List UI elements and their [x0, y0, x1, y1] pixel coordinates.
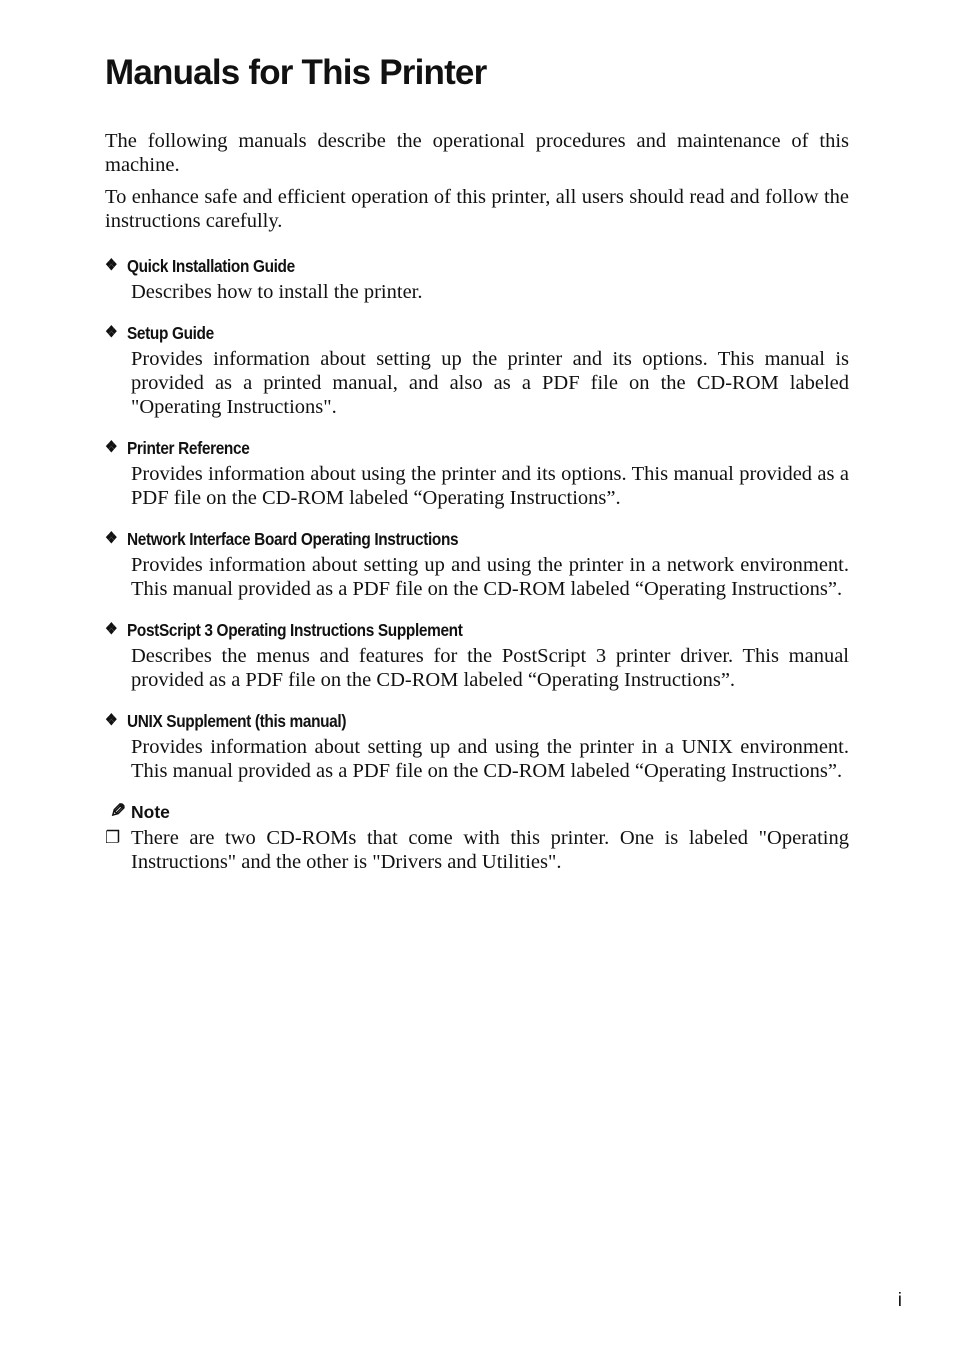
checkbox-icon: ❐: [105, 828, 121, 847]
intro-paragraph: The following manuals describe the operational procedures and maintenance of this machine.: [105, 130, 849, 176]
manual-title: PostScript 3 Operating Instructions Supplement: [127, 620, 463, 640]
diamond-bullet-icon: ❖: [105, 324, 118, 341]
diamond-bullet-icon: ❖: [105, 439, 118, 456]
manual-title: Printer Reference: [127, 438, 250, 458]
manual-heading: [105, 617, 760, 643]
page-content: [105, 129, 849, 874]
page-title: Manuals for This Printer: [105, 53, 487, 92]
manual-entry: [105, 526, 849, 601]
manual-entry: [105, 617, 849, 692]
manual-description: Provides information about using the printer and its options. This manual provided as a PDF file on the CD-ROM labeled “Operating Instructions”.: [131, 463, 849, 509]
manual-heading: [105, 526, 760, 552]
note-label: Note: [131, 802, 170, 822]
manual-entry: [105, 435, 849, 510]
manual-title: Quick Installation Guide: [127, 256, 295, 276]
intro: [105, 129, 849, 233]
intro-paragraph: To enhance safe and efficient operation of this printer, all users should read and follow the instructions carefully.: [105, 186, 849, 232]
manual-description: Describes the menus and features for the PostScript 3 printer driver. This manual provided as a PDF file on the CD-ROM labeled “Operating Instructions”.: [131, 645, 849, 691]
manual-description: Provides information about setting up the printer and its options. This manual is provided as a printed manual, and also as a PDF file on the CD-ROM labeled "Operating Instructions".: [131, 348, 849, 418]
manual-entry: [105, 708, 849, 783]
note-text: There are two CD-ROMs that come with this printer. One is labeled "Operating Instructions" and the other is "Drivers and Utilities".: [131, 827, 849, 873]
manual-title: Setup Guide: [127, 323, 214, 343]
manual-description: Provides information about setting up and using the printer in a UNIX environment. This manual provided as a PDF file on the CD-ROM labeled “Operating Instructions”.: [131, 736, 849, 782]
manual-entry: [105, 320, 849, 419]
diamond-bullet-icon: ❖: [105, 621, 118, 638]
manual-entry: [105, 253, 849, 304]
diamond-bullet-icon: ❖: [105, 257, 118, 274]
manual-heading: [105, 435, 760, 461]
manual-heading: [105, 320, 760, 346]
manual-description: Describes how to install the printer.: [131, 281, 423, 303]
manual-heading: [105, 708, 760, 734]
diamond-bullet-icon: ❖: [105, 530, 118, 547]
manual-title: Network Interface Board Operating Instructions: [127, 529, 459, 549]
manual-title: UNIX Supplement (this manual): [127, 711, 347, 731]
manual-description: Provides information about setting up and using the printer in a network environment. This manual provided as a PDF file on the CD-ROM labeled “Operating Instructions”.: [131, 554, 849, 600]
note-section: [105, 799, 849, 874]
pencil-icon: ✎: [110, 801, 126, 822]
diamond-bullet-icon: ❖: [105, 712, 118, 729]
manual-heading: [105, 253, 760, 279]
page-number: i: [897, 1290, 902, 1311]
note-item: [105, 826, 849, 874]
note-heading: [105, 799, 849, 825]
